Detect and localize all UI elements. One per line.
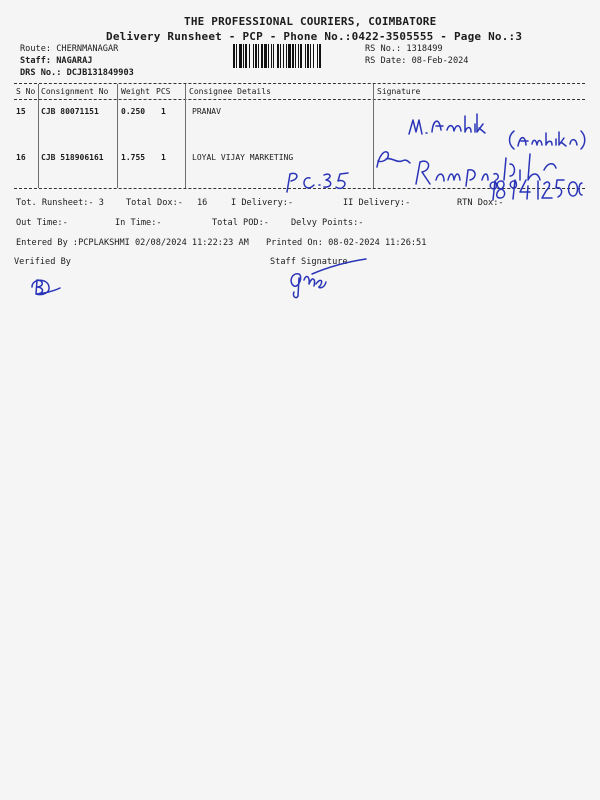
ii-delivery-label: II Delivery:- xyxy=(343,198,411,208)
i-delivery-label: I Delivery:- xyxy=(231,198,294,208)
col-header-signature: Signature xyxy=(377,87,421,96)
drs-number: DRS No.: DCJB131849903 xyxy=(20,68,134,78)
col-header-weight: Weight xyxy=(121,87,150,96)
barcode-bar xyxy=(286,44,287,68)
rs-number: RS No.: 1318499 xyxy=(365,44,443,54)
barcode-bar xyxy=(255,44,257,68)
barcode-bar xyxy=(319,44,321,68)
barcode xyxy=(233,44,357,68)
total-dox-label: Total Dox:- xyxy=(126,198,183,208)
barcode-bar xyxy=(243,44,244,68)
barcode-bar xyxy=(273,44,274,68)
rtn-dox-label: RTN Dox:- xyxy=(457,198,504,208)
barcode-bar xyxy=(317,44,318,68)
barcode-bar xyxy=(268,44,269,68)
barcode-bar xyxy=(253,44,254,68)
col-divider xyxy=(117,84,118,188)
barcode-bar xyxy=(310,44,311,68)
row-sno: 15 xyxy=(16,107,26,116)
col-header-consignee: Consignee Details xyxy=(189,87,271,96)
verified-by-label: Verified By xyxy=(14,257,71,267)
staff-label: Staff: NAGARAJ xyxy=(20,56,93,66)
row-weight: 0.250 xyxy=(121,107,146,116)
col-header-pcs: PCS xyxy=(156,87,171,96)
barcode-bar xyxy=(264,44,267,68)
barcode-bar xyxy=(261,44,263,68)
col-header-sno: S No xyxy=(16,87,36,96)
row-consignee: PRANAV xyxy=(192,107,221,116)
barcode-bar xyxy=(292,44,294,68)
barcode-bar xyxy=(271,44,272,68)
barcode-bar xyxy=(298,44,299,68)
col-divider xyxy=(38,84,39,188)
barcode-bar xyxy=(305,44,306,68)
col-divider xyxy=(185,84,186,188)
col-header-consignment: Consignment No xyxy=(41,87,109,96)
row-consignee: LOYAL VIJAY MARKETING xyxy=(192,153,294,162)
total-runsheet: Tot. Runsheet:- 3 xyxy=(16,198,104,208)
barcode-bar xyxy=(249,44,250,68)
row-consignment-no: CJB 80071151 xyxy=(41,107,99,116)
barcode-bar xyxy=(307,44,309,68)
total-dox-value: 16 xyxy=(197,198,208,208)
barcode-bar xyxy=(233,44,235,68)
barcode-bar xyxy=(280,44,281,68)
barcode-bar xyxy=(288,44,291,68)
runsheet-title: Delivery Runsheet - PCP - Phone No.:0422-3505555 - Page No.:3 xyxy=(106,30,523,43)
handwritten-signature-2 xyxy=(508,128,588,152)
handwritten-initials xyxy=(372,143,414,171)
table-header-rule xyxy=(14,99,585,100)
out-time-label: Out Time:- xyxy=(16,218,68,228)
company-name: THE PROFESSIONAL COURIERS, COIMBATORE xyxy=(184,15,437,28)
handwritten-signature-1 xyxy=(405,108,495,140)
barcode-bar xyxy=(258,44,259,68)
barcode-bar xyxy=(313,44,314,68)
barcode-bar xyxy=(277,44,279,68)
total-pod-label: Total POD:- xyxy=(212,218,269,228)
barcode-bar xyxy=(300,44,302,68)
printed-on: Printed On: 08-02-2024 11:26:51 xyxy=(266,238,427,248)
row-consignment-no: CJB 518906161 xyxy=(41,153,104,162)
delvy-points-label: Delvy Points:- xyxy=(291,218,364,228)
route-label: Route: CHERNMANAGAR xyxy=(20,44,119,54)
in-time-label: In Time:- xyxy=(115,218,162,228)
barcode-bar xyxy=(283,44,284,68)
handwritten-pc-number xyxy=(280,166,360,196)
row-sno: 16 xyxy=(16,153,26,162)
rs-date: RS Date: 08-Feb-2024 xyxy=(365,56,469,66)
entered-by: Entered By :PCPLAKSHMI 02/08/2024 11:22:23 AM xyxy=(16,238,249,248)
barcode-bar xyxy=(239,44,242,68)
table-bottom-rule xyxy=(14,188,585,189)
staff-signature-label: Staff Signature xyxy=(270,257,348,267)
barcode-bar xyxy=(236,44,237,68)
row-weight: 1.755 xyxy=(121,153,146,162)
row-pcs: 1 xyxy=(161,107,166,116)
col-divider xyxy=(373,84,374,188)
table-top-rule xyxy=(14,83,585,84)
barcode-bar xyxy=(245,44,247,68)
barcode-bar xyxy=(295,44,296,68)
handwritten-verifier-initial xyxy=(28,276,68,298)
row-pcs: 1 xyxy=(161,153,166,162)
